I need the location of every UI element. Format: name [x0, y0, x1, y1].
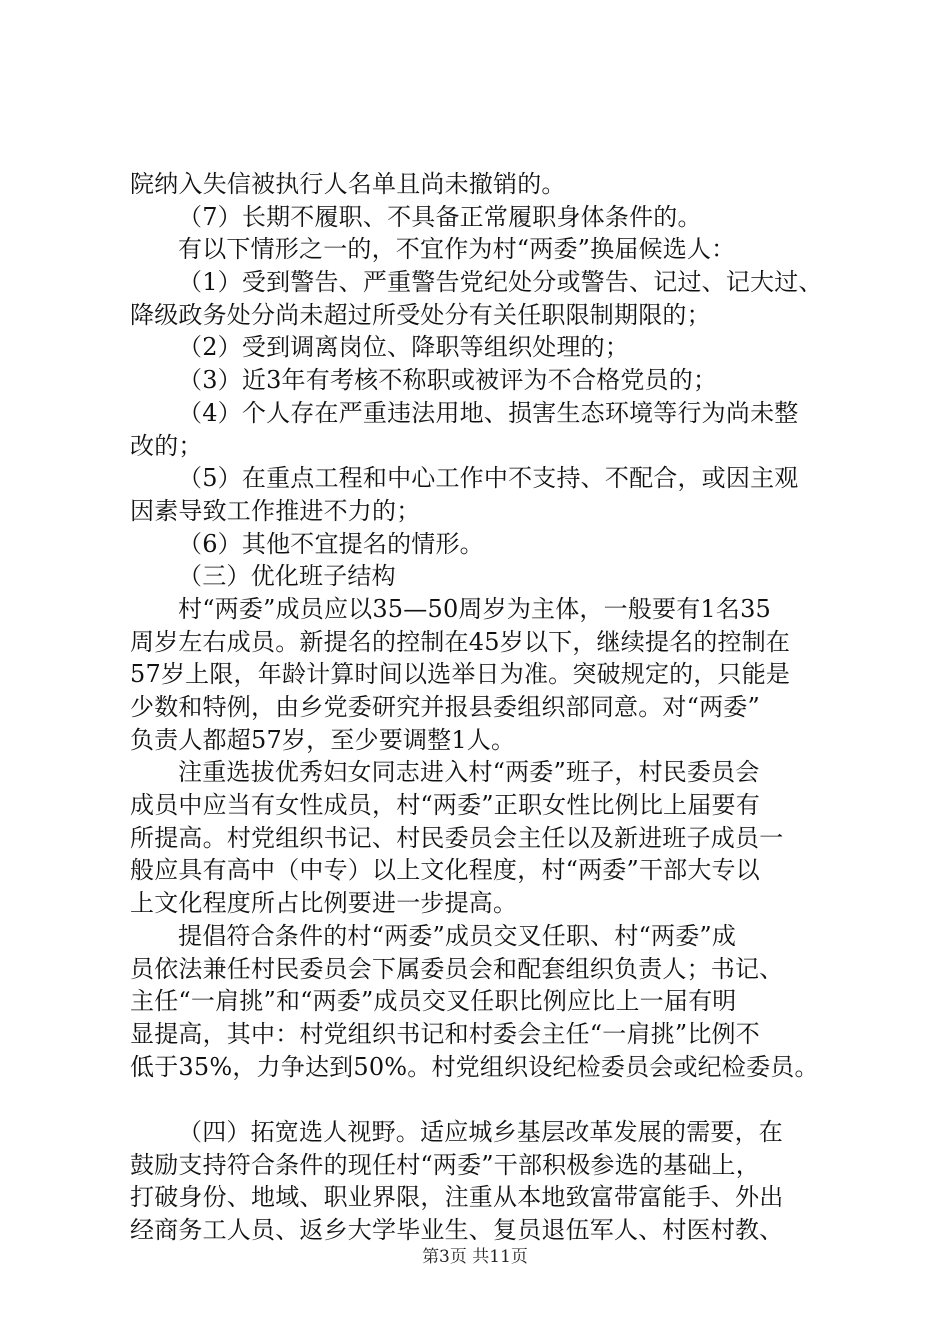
text-line: （1）受到警告、严重警告党纪处分或警告、记过、记大过、 [178, 268, 823, 297]
text-line: 负责人都超57岁，至少要调整1人。 [130, 725, 516, 754]
text-line: 改的； [130, 431, 203, 460]
text-line: （5）在重点工程和中心工作中不支持、不配合，或因主观 [178, 464, 799, 493]
text-line: （3）近3年有考核不称职或被评为不合格党员的； [178, 366, 718, 395]
document-body [130, 168, 830, 1247]
text-line: 有以下情形之一的，不宜作为村“两委”换届候选人： [178, 235, 736, 264]
text-line: 主任“一肩挑”和“两委”成员交叉任职比例应比上一届有明 [130, 987, 737, 1016]
text-line: 注重选拔优秀妇女同志进入村“两委”班子，村民委员会 [178, 758, 760, 787]
paragraph-gap [130, 1083, 830, 1116]
text-line: 所提高。村党组织书记、村民委员会主任以及新进班子成员一 [130, 823, 784, 852]
text-line: （2）受到调离岗位、降职等组织处理的； [178, 333, 630, 362]
text-line: 打破身份、地域、职业界限，注重从本地致富带富能手、外出 [130, 1183, 784, 1212]
text-line: 提倡符合条件的村“两委”成员交叉任职、村“两委”成 [178, 921, 737, 950]
text-line: 因素导致工作推进不力的； [130, 496, 421, 525]
text-line: 57岁上限，年龄计算时间以选举日为准。突破规定的，只能是 [130, 660, 791, 689]
text-line: 周岁左右成员。新提名的控制在45岁以下，继续提名的控制在 [130, 627, 791, 656]
text-line: 低于35%，力争达到50%。村党组织设纪检委员会或纪检委员。 [130, 1052, 819, 1081]
text-line: 员依法兼任村民委员会下属委员会和配套组织负责人；书记、 [130, 954, 784, 983]
text-line: 村“两委”成员应以35—50周岁为主体，一般要有1名35 [178, 594, 772, 623]
text-line: 上文化程度所占比例要进一步提高。 [130, 889, 518, 918]
text-line: 院纳入失信被执行人名单且尚未撤销的。 [130, 170, 566, 198]
text-line: 鼓励支持符合条件的现任村“两委”干部积极参选的基础上， [130, 1150, 760, 1179]
text-line: 少数和特例，由乡党委研究并报县委组织部同意。对“两委” [130, 693, 760, 721]
text-line: 成员中应当有女性成员，村“两委”正职女性比例比上届要有 [130, 791, 760, 820]
text-line: （7）长期不履职、不具备正常履职身体条件的。 [178, 202, 702, 231]
text-line: 显提高，其中：村党组织书记和村委会主任“一肩挑”比例不 [130, 1019, 760, 1048]
text-line: 降级政务处分尚未超过所受处分有关任职限制期限的； [130, 300, 711, 329]
text-line: （四）拓宽选人视野。适应城乡基层改革发展的需要，在 [178, 1117, 783, 1146]
text-line: （4）个人存在严重违法用地、损害生态环境等行为尚未整 [178, 398, 799, 427]
text-line: 经商务工人员、返乡大学毕业生、复员退伍军人、村医村教、 [130, 1216, 784, 1244]
text-line: 般应具有高中（中专）以上文化程度，村“两委”干部大专以 [130, 856, 760, 885]
text-line: （6）其他不宜提名的情形。 [178, 529, 484, 558]
section-heading: （三）优化班子结构 [178, 562, 396, 591]
page-number-footer: 第3页 共11页 [422, 1247, 528, 1267]
